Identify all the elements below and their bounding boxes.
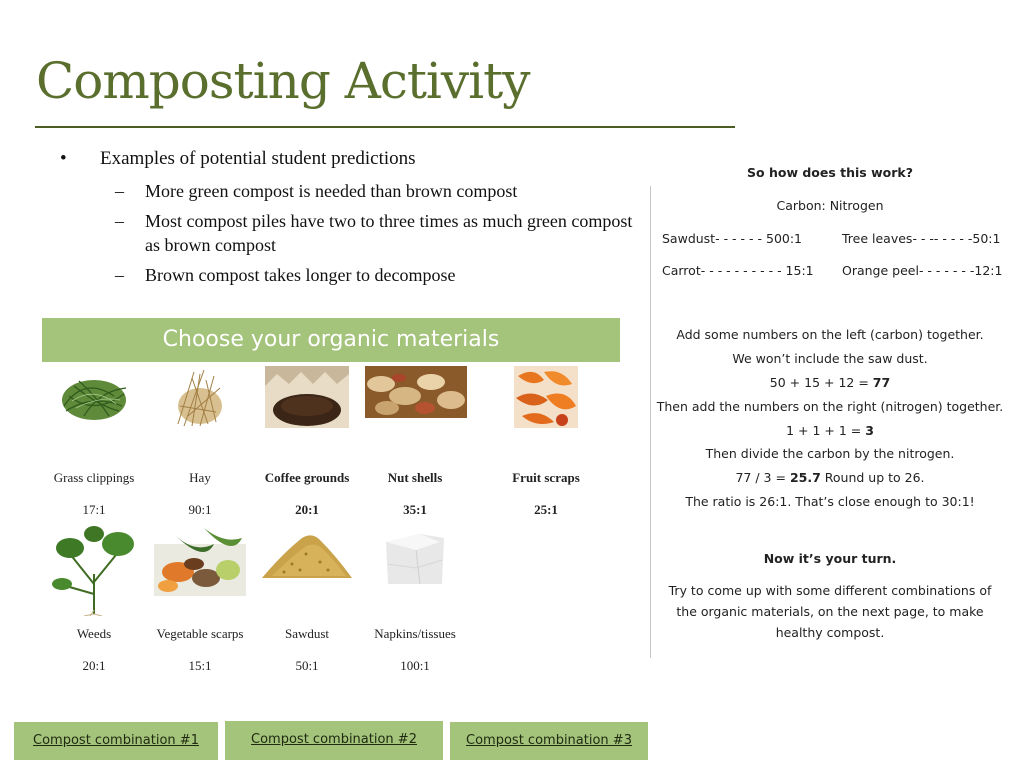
- nut-icon: [365, 366, 467, 418]
- material-napkins-tissues[interactable]: [365, 524, 465, 674]
- explain-line-3: Then add the numbers on the right (nitrogen) together.: [656, 399, 1004, 414]
- turn-heading: Now it’s your turn.: [763, 551, 897, 566]
- material-nut-shells[interactable]: [365, 366, 465, 526]
- division: [652, 470, 1008, 485]
- material-name: Coffee grounds: [264, 470, 350, 485]
- sub-bullet: [60, 209, 640, 257]
- ratio-orange-peel: Orange peel- - - - - - -12:1: [842, 263, 1003, 278]
- material-ratio: 20:1: [295, 502, 319, 517]
- material-name: Fruit scraps: [512, 470, 580, 485]
- sum-nitrogen-result: 3: [865, 423, 874, 438]
- grass-icon: [54, 366, 134, 428]
- material-ratio: 20:1: [82, 658, 106, 673]
- hay-icon: [170, 366, 230, 428]
- sub-bullet-text: More green compost is needed than brown compost: [145, 181, 518, 201]
- material-name: Vegetable scarps: [156, 626, 244, 641]
- sum-nitrogen-expr: 1 + 1 + 1 =: [786, 423, 862, 438]
- coffee-icon: [265, 366, 349, 428]
- slide-title: Composting Activity: [36, 52, 530, 110]
- ratio-carrot: Carrot- - - - - - - - - - 15:1: [662, 263, 814, 278]
- materials-header: Choose your organic materials: [42, 318, 620, 362]
- explain-line-4: Then divide the carbon by the nitrogen.: [705, 446, 955, 461]
- material-vegetable-scraps[interactable]: [150, 524, 250, 674]
- material-ratio: 90:1: [188, 502, 212, 517]
- compost-combination-3-button[interactable]: Compost combination #3: [450, 722, 648, 760]
- material-hay[interactable]: [150, 366, 250, 526]
- sub-bullet: [60, 179, 640, 203]
- material-coffee-grounds[interactable]: [257, 366, 357, 526]
- material-name: Nut shells: [387, 470, 443, 485]
- bullet-main: [60, 147, 640, 171]
- bullet-dot: •: [60, 148, 67, 169]
- dash-marker: –: [115, 265, 124, 285]
- dash-marker: –: [115, 211, 124, 231]
- material-name: Hay: [189, 470, 211, 485]
- division-tail: Round up to 26.: [820, 470, 925, 485]
- tissue-icon: [380, 524, 450, 586]
- explain-line-2: We won’t include the saw dust.: [732, 351, 928, 366]
- material-name: Weeds: [76, 626, 112, 641]
- sub-bullet-text: Brown compost takes longer to decompose: [145, 265, 456, 285]
- explain-line-5: The ratio is 26:1. That’s close enough to 30:1!: [685, 494, 975, 509]
- material-sawdust[interactable]: [257, 524, 357, 674]
- material-ratio: 17:1: [82, 502, 106, 517]
- vegetable-icon: [154, 524, 246, 596]
- compost-combination-2-button[interactable]: Compost combination #2: [225, 721, 443, 760]
- material-name: Grass clippings: [53, 470, 135, 485]
- explain-line-1: Add some numbers on the left (carbon) together.: [676, 327, 984, 342]
- bullet-text: Examples of potential student predictions: [100, 148, 416, 169]
- material-name: Sawdust: [284, 626, 330, 641]
- material-ratio: 15:1: [188, 658, 212, 673]
- sub-bullet: [60, 263, 640, 287]
- material-weeds[interactable]: [44, 524, 144, 674]
- sum-carbon: [652, 375, 1008, 390]
- sawdust-icon: [262, 524, 352, 580]
- material-ratio: 35:1: [403, 502, 427, 517]
- material-name: Napkins/tissues: [374, 626, 456, 641]
- column-divider: [650, 186, 651, 658]
- material-ratio: 100:1: [400, 658, 430, 673]
- material-grass-clippings[interactable]: [44, 366, 144, 526]
- turn-text-3: healthy compost.: [775, 625, 885, 640]
- sum-carbon-result: 77: [872, 375, 891, 390]
- material-ratio: 25:1: [534, 502, 558, 517]
- compost-combination-1-button[interactable]: Compost combination #1: [14, 722, 218, 760]
- division-expr: 77 / 3 =: [735, 470, 786, 485]
- fruit-icon: [514, 366, 578, 428]
- weed-icon: [50, 524, 138, 616]
- dash-marker: –: [115, 181, 124, 201]
- material-fruit-scraps[interactable]: [496, 366, 596, 526]
- explain-subheading: Carbon: Nitrogen: [776, 198, 884, 213]
- division-result: 25.7: [789, 470, 821, 485]
- turn-text-1: Try to come up with some different combinations of: [668, 583, 992, 598]
- turn-text-2: the organic materials, on the next page, to make: [676, 604, 984, 619]
- sum-carbon-expr: 50 + 15 + 12 =: [769, 375, 869, 390]
- title-underline: [35, 126, 735, 128]
- bullet-list: [60, 147, 640, 293]
- sum-nitrogen: [652, 423, 1008, 438]
- ratio-sawdust: Sawdust- - - - - - 500:1: [662, 231, 803, 246]
- sub-bullet-text: Most compost piles have two to three times as much green compost as brown compost: [145, 211, 633, 255]
- material-ratio: 50:1: [295, 658, 319, 673]
- ratio-tree-leaves: Tree leaves- - -- - - - -50:1: [842, 231, 1001, 246]
- explain-heading: So how does this work?: [747, 165, 913, 180]
